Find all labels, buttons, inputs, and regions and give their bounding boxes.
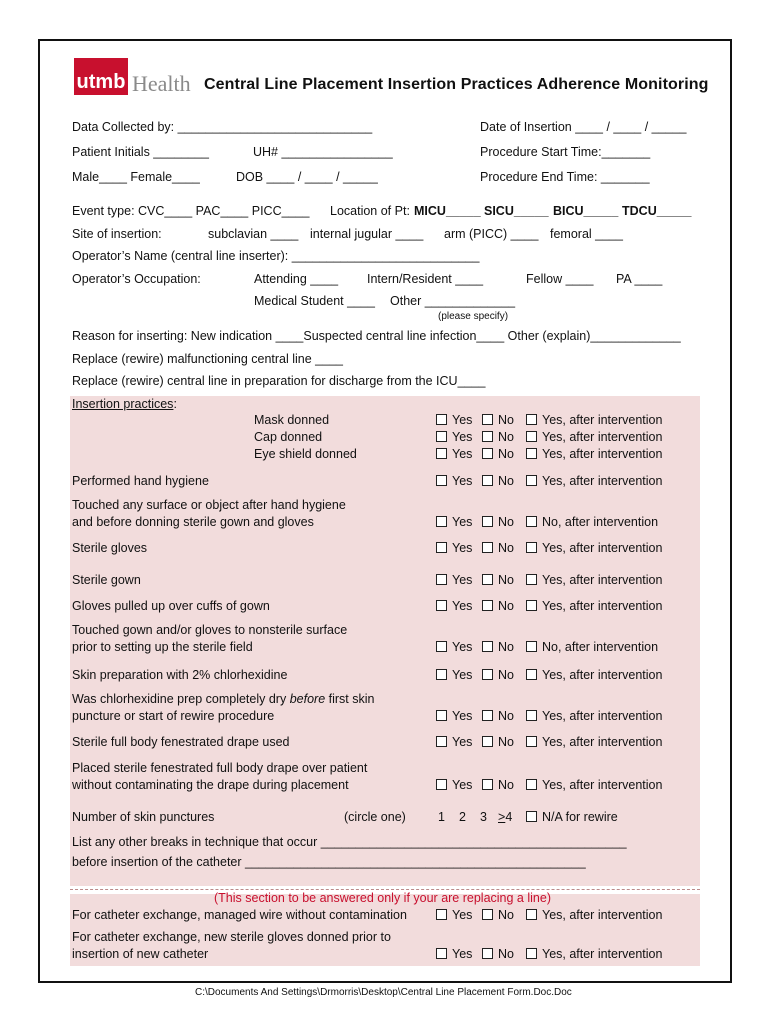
puncture-option-2[interactable]: 2: [459, 810, 466, 824]
section-divider: [70, 889, 700, 890]
puncture-option-3[interactable]: 3: [480, 810, 487, 824]
item-touched-gown-label-2: prior to setting up the sterile field: [72, 640, 253, 654]
occupation-medical-student[interactable]: Medical Student ____: [254, 294, 375, 308]
location-micu[interactable]: MICU_____: [414, 204, 481, 218]
item-gloves-cuffs-yes[interactable]: [436, 599, 472, 614]
reason-for-inserting[interactable]: Reason for inserting: New indication ____Suspected central line infection____ Other (explain)_____________: [72, 329, 681, 343]
prep-dry-text-c: first skin: [325, 692, 375, 706]
item-sterile-gloves-no[interactable]: [482, 541, 514, 556]
replace-discharge[interactable]: Replace (rewire) central line in preparation for discharge from the ICU____: [72, 374, 486, 388]
checkbox[interactable]: [436, 948, 447, 959]
checkbox[interactable]: [526, 516, 537, 527]
item-touched-surface-label-2: and before donning sterile gown and gloves: [72, 515, 314, 529]
item-hand-hygiene-no[interactable]: [482, 474, 514, 489]
yes-label: Yes: [452, 735, 473, 749]
checkbox[interactable]: [526, 542, 537, 553]
yes-label: Yes: [452, 709, 473, 723]
checkbox[interactable]: [436, 600, 447, 611]
checkbox[interactable]: [482, 516, 493, 527]
item-sterile-gown-yes[interactable]: [436, 573, 472, 588]
exchange-wire-yes-after[interactable]: [526, 908, 662, 923]
item-placed-drape-label-2: without contaminating the drape during placement: [72, 778, 349, 792]
item-drape-used-no[interactable]: [482, 735, 514, 750]
checkbox[interactable]: [436, 736, 447, 747]
yes-after-label: Yes, after intervention: [542, 541, 663, 555]
no-label: No: [498, 515, 514, 529]
yes-after-label: Yes, after intervention: [542, 947, 663, 961]
checkbox[interactable]: [436, 448, 447, 459]
item-placed-drape-yes-after[interactable]: [526, 778, 662, 793]
yes-after-label: Yes, after intervention: [542, 599, 663, 613]
checkbox[interactable]: [482, 909, 493, 920]
checkbox[interactable]: [526, 475, 537, 486]
occupation-attending[interactable]: Attending ____: [254, 272, 339, 286]
replace-malfunctioning[interactable]: Replace (rewire) malfunctioning central line ____: [72, 352, 343, 366]
item-mask-label: Mask donned: [254, 413, 330, 427]
checkbox[interactable]: [482, 669, 493, 680]
checkbox[interactable]: [482, 948, 493, 959]
no-label: No: [498, 474, 514, 488]
occupation-intern-resident[interactable]: Intern/Resident ____: [367, 272, 484, 286]
site-internal-jugular[interactable]: internal jugular ____: [310, 227, 424, 241]
item-mask-yes[interactable]: [436, 413, 472, 428]
checkbox[interactable]: [436, 710, 447, 721]
logo-text: utmb: [76, 71, 126, 93]
checkbox[interactable]: [482, 779, 493, 790]
exchange-wire-yes[interactable]: [436, 908, 472, 923]
item-sterile-gown-yes-after[interactable]: [526, 573, 662, 588]
please-specify-hint: (please specify): [438, 311, 509, 322]
yes-label: Yes: [452, 447, 473, 461]
item-prep-dry-label-2: puncture or start of rewire procedure: [72, 709, 275, 723]
no-label: No: [498, 413, 514, 427]
no-label: No: [498, 947, 514, 961]
checkbox[interactable]: [526, 431, 537, 442]
checkbox[interactable]: [526, 779, 537, 790]
yes-after-label: Yes, after intervention: [542, 735, 663, 749]
location-label: Location of Pt:: [330, 204, 410, 218]
checkbox[interactable]: [482, 475, 493, 486]
na-rewire-label: N/A for rewire: [542, 810, 618, 824]
checkbox[interactable]: [436, 909, 447, 920]
item-sterile-gown-label: Sterile gown: [72, 573, 141, 587]
procedure-start-field[interactable]: Procedure Start Time:_______: [480, 145, 651, 159]
yes-after-label: Yes, after intervention: [542, 430, 663, 444]
circle-one-hint: (circle one): [344, 810, 406, 824]
catheter-exchange-gloves-label-1: For catheter exchange, new sterile gloves donned prior to: [72, 930, 391, 944]
item-hand-hygiene-label: Performed hand hygiene: [72, 474, 209, 488]
exchange-gloves-yes[interactable]: [436, 947, 472, 962]
no-label: No: [498, 430, 514, 444]
yes-after-label: Yes, after intervention: [542, 709, 663, 723]
item-eye-shield-yes-after[interactable]: [526, 447, 662, 462]
checkbox[interactable]: [526, 448, 537, 459]
item-skin-prep-label: Skin preparation with 2% chlorhexidine: [72, 668, 288, 682]
item-skin-prep-yes-after[interactable]: [526, 668, 662, 683]
item-prep-dry-label-1: [72, 692, 374, 707]
checkbox[interactable]: [526, 600, 537, 611]
no-label: No: [498, 908, 514, 922]
yes-after-label: Yes, after intervention: [542, 908, 663, 922]
checkbox[interactable]: [526, 641, 537, 652]
ge-symbol: >: [498, 810, 506, 824]
yes-label: Yes: [452, 668, 473, 682]
occupation-pa[interactable]: PA ____: [616, 272, 663, 286]
item-placed-drape-no[interactable]: [482, 778, 514, 793]
no-after-label: No, after intervention: [542, 640, 659, 654]
checkbox[interactable]: [526, 710, 537, 721]
item-touched-surface-no-after[interactable]: [526, 515, 658, 530]
item-drape-used-yes[interactable]: [436, 735, 472, 750]
prep-dry-text-a: Was chlorhexidine prep completely dry: [72, 692, 290, 706]
checkbox[interactable]: [526, 669, 537, 680]
checkbox[interactable]: [436, 542, 447, 553]
checkbox[interactable]: [526, 736, 537, 747]
logo-health-text: Health: [132, 71, 191, 96]
utmb-logo: [74, 58, 128, 95]
checkbox[interactable]: [526, 948, 537, 959]
checkbox[interactable]: [436, 414, 447, 425]
no-after-label: No, after intervention: [542, 515, 659, 529]
other-breaks-field-2[interactable]: before insertion of the catheter _________________________________________________: [72, 855, 586, 869]
item-cap-yes[interactable]: [436, 430, 472, 445]
item-sterile-gown-no[interactable]: [482, 573, 514, 588]
checkbox[interactable]: [526, 574, 537, 585]
operator-name-field[interactable]: Operator’s Name (central line inserter): ___________________________: [72, 249, 480, 263]
location-sicu[interactable]: SICU_____: [484, 204, 549, 218]
location-tdcu[interactable]: TDCU_____: [622, 204, 692, 218]
item-eye-shield-label: Eye shield donned: [254, 447, 357, 461]
yes-label: Yes: [452, 474, 473, 488]
puncture-option-1[interactable]: 1: [438, 810, 445, 824]
item-eye-shield-no[interactable]: [482, 447, 514, 462]
dob-field[interactable]: DOB ____ / ____ / _____: [236, 170, 378, 184]
item-touched-gown-label-1: Touched gown and/or gloves to nonsterile surface: [72, 623, 348, 637]
prep-dry-text-b: before: [289, 692, 326, 706]
checkbox[interactable]: [482, 600, 493, 611]
item-touched-gown-no[interactable]: [482, 640, 514, 655]
item-skin-prep-no[interactable]: [482, 668, 514, 683]
site-arm-picc[interactable]: arm (PICC) ____: [444, 227, 539, 241]
no-label: No: [498, 573, 514, 587]
item-placed-drape-yes[interactable]: [436, 778, 472, 793]
yes-after-label: Yes, after intervention: [542, 447, 663, 461]
yes-label: Yes: [452, 908, 473, 922]
item-prep-dry-yes[interactable]: [436, 709, 472, 724]
item-touched-gown-yes[interactable]: [436, 640, 472, 655]
yes-label: Yes: [452, 515, 473, 529]
item-sterile-gloves-yes-after[interactable]: [526, 541, 662, 556]
item-touched-surface-label-1: Touched any surface or object after hand hygiene: [72, 498, 346, 512]
item-cap-no[interactable]: [482, 430, 514, 445]
item-touched-surface-no[interactable]: [482, 515, 514, 530]
procedure-end-field[interactable]: Procedure End Time: _______: [480, 170, 650, 184]
yes-after-label: Yes, after intervention: [542, 474, 663, 488]
uh-number-field[interactable]: UH# ________________: [253, 145, 393, 159]
site-subclavian[interactable]: subclavian ____: [208, 227, 299, 241]
checkbox[interactable]: [436, 516, 447, 527]
no-label: No: [498, 735, 514, 749]
yes-label: Yes: [452, 541, 473, 555]
footer-file-path: C:\Documents And Settings\Drmorris\Desktop\Central Line Placement Form.Doc.Doc: [195, 987, 572, 998]
checkbox[interactable]: [526, 811, 537, 822]
no-label: No: [498, 640, 514, 654]
puncture-four: 4: [505, 810, 513, 824]
yes-after-label: Yes, after intervention: [542, 778, 663, 792]
item-sterile-gloves-label: Sterile gloves: [72, 541, 148, 555]
yes-after-label: Yes, after intervention: [542, 668, 663, 682]
checkbox[interactable]: [482, 448, 493, 459]
item-gloves-cuffs-yes-after[interactable]: [526, 599, 662, 614]
item-drape-used-yes-after[interactable]: [526, 735, 662, 750]
yes-after-label: Yes, after intervention: [542, 413, 663, 427]
checkbox[interactable]: [436, 641, 447, 652]
checkbox[interactable]: [526, 909, 537, 920]
no-label: No: [498, 447, 514, 461]
yes-label: Yes: [452, 778, 473, 792]
item-cap-label: Cap donned: [254, 430, 323, 444]
sex-field[interactable]: Male____ Female____: [72, 170, 200, 184]
checkbox[interactable]: [436, 779, 447, 790]
catheter-exchange-wire-label: For catheter exchange, managed wire without contamination: [72, 908, 407, 922]
location-bicu[interactable]: BICU_____: [553, 204, 619, 218]
exchange-gloves-yes-after[interactable]: [526, 947, 662, 962]
checkbox[interactable]: [482, 641, 493, 652]
patient-initials-field[interactable]: Patient Initials ________: [72, 145, 209, 159]
insertion-practices-heading: [72, 397, 177, 412]
item-touched-surface-yes[interactable]: [436, 515, 472, 530]
site-label: Site of insertion:: [72, 227, 162, 241]
item-hand-hygiene-yes-after[interactable]: [526, 474, 662, 489]
other-breaks-field-1[interactable]: List any other breaks in technique that occur ____________________________________________: [72, 835, 627, 849]
yes-label: Yes: [452, 599, 473, 613]
item-gloves-cuffs-label: Gloves pulled up over cuffs of gown: [72, 599, 270, 613]
checkbox[interactable]: [482, 414, 493, 425]
item-hand-hygiene-yes[interactable]: [436, 474, 472, 489]
skin-punctures-label: Number of skin punctures: [72, 810, 215, 824]
no-label: No: [498, 541, 514, 555]
form-title: Central Line Placement Insertion Practices Adherence Monitoring: [204, 76, 709, 93]
replacing-section-note: (This section to be answered only if your are replacing a line): [214, 891, 551, 905]
item-gloves-cuffs-no[interactable]: [482, 599, 514, 614]
yes-label: Yes: [452, 573, 473, 587]
yes-label: Yes: [452, 413, 473, 427]
yes-label: Yes: [452, 640, 473, 654]
no-label: No: [498, 668, 514, 682]
item-mask-yes-after[interactable]: [526, 413, 662, 428]
item-cap-yes-after[interactable]: [526, 430, 662, 445]
no-label: No: [498, 599, 514, 613]
catheter-exchange-gloves-label-2: insertion of new catheter: [72, 947, 209, 961]
item-placed-drape-label-1: Placed sterile fenestrated full body drape over patient: [72, 761, 368, 775]
insertion-practices-heading-colon: :: [173, 397, 177, 411]
checkbox[interactable]: [436, 475, 447, 486]
occupation-fellow[interactable]: Fellow ____: [526, 272, 594, 286]
occupation-other[interactable]: Other _____________: [390, 294, 516, 308]
checkbox[interactable]: [482, 574, 493, 585]
checkbox[interactable]: [482, 710, 493, 721]
event-type-field[interactable]: Event type: CVC____ PAC____ PICC____: [72, 204, 310, 218]
item-mask-no[interactable]: [482, 413, 514, 428]
no-label: No: [498, 709, 514, 723]
exchange-wire-no[interactable]: [482, 908, 514, 923]
checkbox[interactable]: [436, 431, 447, 442]
checkbox[interactable]: [526, 414, 537, 425]
item-eye-shield-yes[interactable]: [436, 447, 472, 462]
item-prep-dry-no[interactable]: [482, 709, 514, 724]
yes-label: Yes: [452, 947, 473, 961]
item-skin-prep-yes[interactable]: [436, 668, 472, 683]
yes-after-label: Yes, after intervention: [542, 573, 663, 587]
item-touched-gown-no-after[interactable]: [526, 640, 658, 655]
insertion-practices-heading-text: Insertion practices: [72, 397, 174, 411]
checkbox[interactable]: [436, 669, 447, 680]
item-sterile-gloves-yes[interactable]: [436, 541, 472, 556]
checkbox[interactable]: [482, 736, 493, 747]
exchange-gloves-no[interactable]: [482, 947, 514, 962]
no-label: No: [498, 778, 514, 792]
yes-label: Yes: [452, 430, 473, 444]
item-drape-used-label: Sterile full body fenestrated drape used: [72, 735, 290, 749]
checkbox[interactable]: [436, 574, 447, 585]
na-for-rewire-option[interactable]: [526, 810, 618, 825]
puncture-option-4-or-more[interactable]: [498, 810, 512, 825]
item-prep-dry-yes-after[interactable]: [526, 709, 662, 724]
checkbox[interactable]: [482, 542, 493, 553]
data-collected-by-field[interactable]: Data Collected by: ____________________________: [72, 120, 373, 134]
occupation-label: Operator’s Occupation:: [72, 272, 201, 286]
site-femoral[interactable]: femoral ____: [550, 227, 623, 241]
date-of-insertion-field[interactable]: Date of Insertion ____ / ____ / _____: [480, 120, 687, 134]
checkbox[interactable]: [482, 431, 493, 442]
